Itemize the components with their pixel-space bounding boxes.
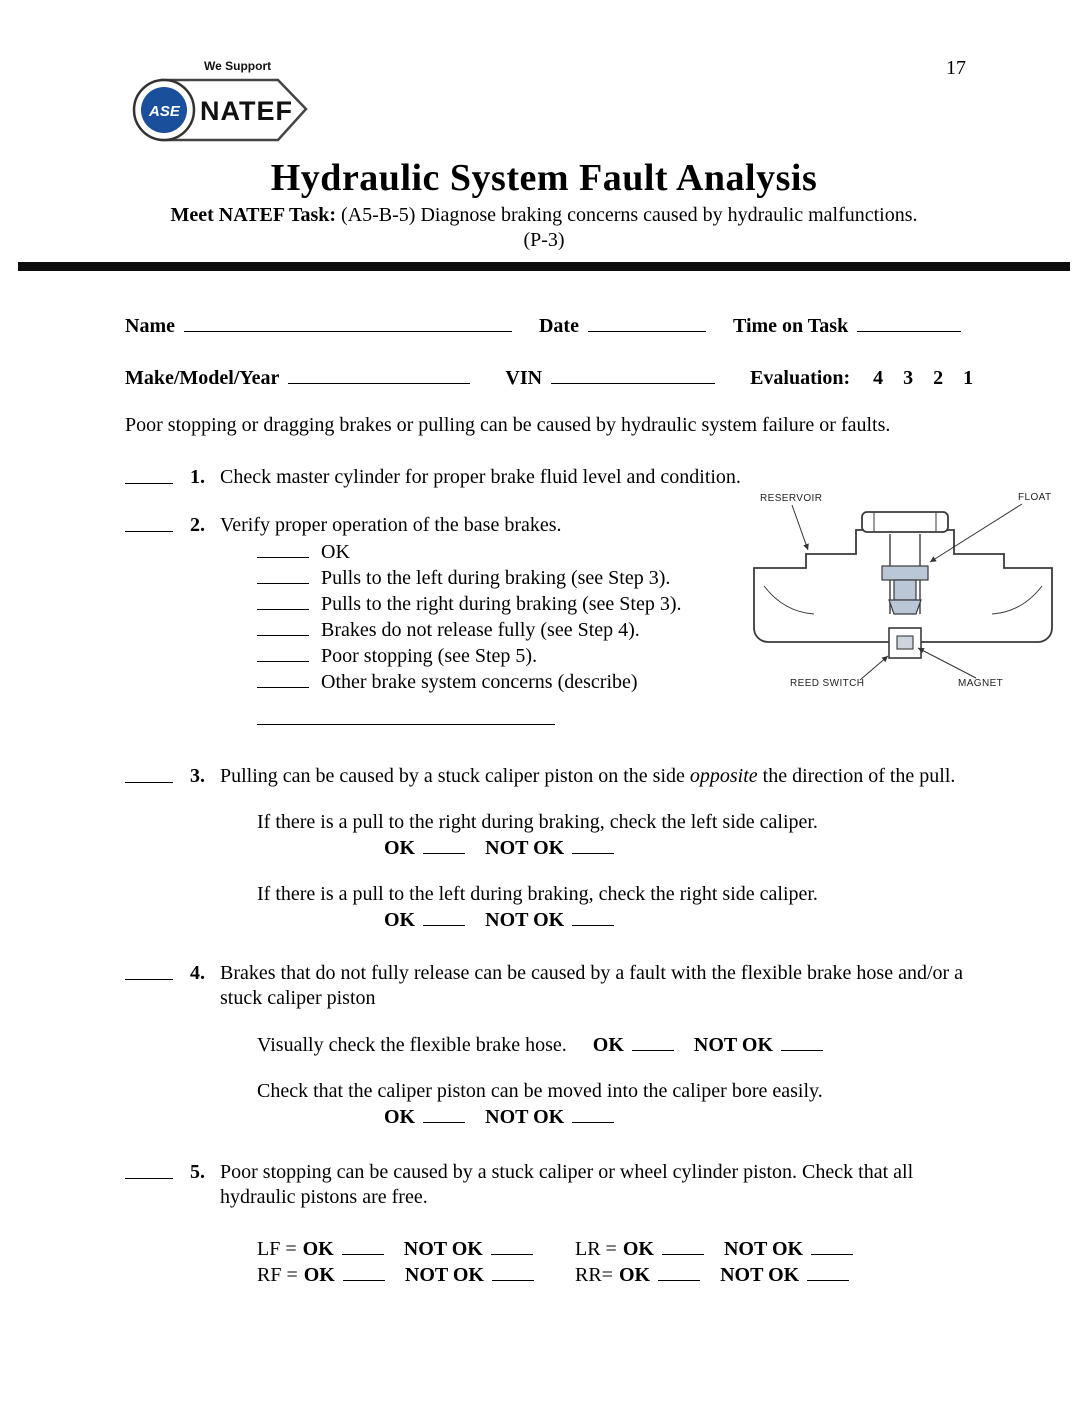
- intro-paragraph: Poor stopping or dragging brakes or pulling can be caused by hydraulic system failure or faults.: [125, 414, 891, 436]
- step-3-status-blank[interactable]: [125, 764, 173, 783]
- evaluation-label: Evaluation:: [750, 367, 851, 389]
- step-2-option-no-release-blank[interactable]: [257, 617, 309, 636]
- step-2-status-blank[interactable]: [125, 513, 173, 532]
- step-2-option-pull-right-blank[interactable]: [257, 591, 309, 610]
- step-1-text: Check master cylinder for proper brake fluid level and condition.: [220, 466, 741, 488]
- magnet-shape: [897, 636, 913, 649]
- step-3-right-pull-ok-blank[interactable]: [423, 835, 465, 854]
- step-3: [125, 764, 1048, 933]
- step-2-option-pull-left-label: Pulls to the left during braking (see Step 3).: [321, 567, 671, 589]
- step-2-number: 2.: [190, 514, 205, 536]
- step-5: [125, 1160, 1048, 1288]
- step-3-right-pull-ok-line: [384, 835, 968, 861]
- step-5-wheel-grid: [257, 1236, 968, 1288]
- step-3-right-pull-not-ok-blank[interactable]: [572, 835, 614, 854]
- vin-label: VIN: [505, 367, 543, 389]
- step-2-option-no-release-label: Brakes do not release fully (see Step 4).: [321, 619, 640, 641]
- step-2-option-ok-label: OK: [321, 541, 350, 563]
- rr-not-ok-blank[interactable]: [807, 1262, 849, 1281]
- lr-ok-blank[interactable]: [662, 1236, 704, 1255]
- lf-ok-blank[interactable]: [342, 1236, 384, 1255]
- step-2-option-ok-blank[interactable]: [257, 539, 309, 558]
- step-1: [125, 465, 1048, 490]
- wheel-row-rear: [257, 1262, 968, 1288]
- wheel-cell-rr: [575, 1262, 893, 1288]
- evaluation-scale: 4 3 2 1: [873, 367, 974, 389]
- step-4-number: 4.: [190, 962, 205, 984]
- name-blank[interactable]: [184, 313, 512, 332]
- step-4-hose-not-ok-blank[interactable]: [781, 1032, 823, 1051]
- step-2-option-other-blank[interactable]: [257, 669, 309, 688]
- step-3-text: [220, 764, 968, 789]
- rf-ok-blank[interactable]: [343, 1262, 385, 1281]
- ok-label: OK: [384, 837, 416, 859]
- step-4-check-hose-text: Visually check the flexible brake hose.: [257, 1034, 567, 1056]
- lf-not-ok-blank[interactable]: [491, 1236, 533, 1255]
- not-ok-label: NOT OK: [693, 1034, 774, 1056]
- step-5-status-blank[interactable]: [125, 1160, 173, 1179]
- step-1-status-blank[interactable]: [125, 465, 173, 484]
- reservoir-cap: [862, 512, 948, 532]
- name-label: Name: [125, 315, 175, 337]
- float-shape: [882, 566, 928, 580]
- float-label: FLOAT: [1018, 492, 1052, 503]
- ok-label: OK: [303, 1264, 335, 1286]
- step-4-piston-ok-blank[interactable]: [423, 1104, 465, 1123]
- step-2-option-pull-right-label: Pulls to the right during braking (see Step 3).: [321, 593, 682, 615]
- step-2-option-poor-stopping-blank[interactable]: [257, 643, 309, 662]
- not-ok-label: NOT OK: [403, 1238, 483, 1260]
- task-text: (A5-B-5) Diagnose braking concerns caused by hydraulic malfunctions.: [341, 204, 918, 226]
- page-number: 17: [946, 57, 966, 79]
- step-3-text-italic: opposite: [689, 765, 758, 787]
- step-1-number: 1.: [190, 466, 205, 488]
- ok-label: OK: [622, 1238, 654, 1260]
- rf-label: RF =: [257, 1264, 298, 1286]
- make-model-year-label: Make/Model/Year: [125, 367, 280, 389]
- step-4-text: Brakes that do not fully release can be caused by a fault with the flexible brake hose and/or a stuck caliper piston: [220, 962, 964, 1009]
- wheel-cell-rf: [257, 1262, 575, 1288]
- rr-label: RR=: [575, 1264, 613, 1286]
- step-3-left-pull-ok-blank[interactable]: [423, 907, 465, 926]
- natef-logo-text: NATEF: [200, 96, 293, 126]
- lr-not-ok-blank[interactable]: [811, 1236, 853, 1255]
- ok-label: OK: [618, 1264, 651, 1286]
- date-label: Date: [538, 315, 579, 337]
- rf-not-ok-blank[interactable]: [492, 1262, 534, 1281]
- time-on-task-blank[interactable]: [857, 313, 961, 332]
- priority-code: (P-3): [523, 229, 565, 251]
- reservoir-diagram: [742, 488, 1064, 700]
- not-ok-label: NOT OK: [485, 909, 565, 931]
- reed-switch-label: REED SWITCH: [790, 678, 865, 689]
- wheel-cell-lr: [575, 1236, 893, 1262]
- ok-label: OK: [384, 909, 416, 931]
- step-4-piston-ok-line: [384, 1104, 968, 1130]
- not-ok-label: NOT OK: [485, 837, 565, 859]
- step-4-hose-ok-blank[interactable]: [632, 1032, 674, 1051]
- make-model-year-blank[interactable]: [288, 365, 470, 384]
- ok-label: OK: [384, 1106, 416, 1128]
- date-blank[interactable]: [588, 313, 706, 332]
- ok-label: OK: [302, 1238, 334, 1260]
- step-2-option-other-label: Other brake system concerns (describe): [321, 671, 638, 693]
- divider-bar: [18, 262, 1070, 271]
- step-5-text: Poor stopping can be caused by a stuck caliper or wheel cylinder piston. Check that all hydraulic pistons are free.: [220, 1161, 914, 1208]
- step-4-check-piston-text: Check that the caliper piston can be moved into the caliper bore easily.: [257, 1080, 823, 1102]
- rr-ok-blank[interactable]: [658, 1262, 700, 1281]
- magnet-label: MAGNET: [958, 678, 1004, 689]
- step-3-number: 3.: [190, 765, 205, 787]
- step-4-check-hose-line: [257, 1032, 905, 1058]
- step-2-option-poor-stopping-label: Poor stopping (see Step 5).: [321, 645, 538, 667]
- page-title: Hydraulic System Fault Analysis: [270, 157, 818, 199]
- vin-blank[interactable]: [551, 365, 715, 384]
- lr-label: LR =: [575, 1238, 617, 1260]
- not-ok-label: NOT OK: [723, 1238, 804, 1260]
- step-3-text-after: the direction of the pull.: [757, 765, 956, 787]
- step-3-left-pull-ok-line: [384, 907, 968, 933]
- step-2-describe-row: [257, 706, 968, 732]
- worksheet-content: [0, 313, 1088, 1288]
- ase-logo-text: ASE: [149, 103, 180, 120]
- natef-task-line: [0, 203, 1088, 228]
- time-on-task-label: Time on Task: [732, 315, 849, 337]
- vehicle-row: [125, 365, 1048, 391]
- step-3-left-pull-not-ok-blank[interactable]: [572, 907, 614, 926]
- wheel-cell-lf: [257, 1236, 575, 1262]
- step-2-describe-blank[interactable]: [257, 706, 555, 725]
- step-5-number: 5.: [190, 1161, 205, 1183]
- not-ok-label: NOT OK: [485, 1106, 565, 1128]
- identity-row: [125, 313, 1048, 339]
- step-2-text: Verify proper operation of the base brakes.: [220, 514, 562, 536]
- not-ok-label: NOT OK: [404, 1264, 484, 1286]
- not-ok-label: NOT OK: [720, 1264, 800, 1286]
- task-label: Meet NATEF Task:: [170, 204, 337, 226]
- logo-support-text: We Support: [204, 59, 272, 73]
- step-3-check-left-pull: If there is a pull to the left during braking, check the right side caliper.: [257, 883, 818, 905]
- step-2-option-pull-left-blank[interactable]: [257, 565, 309, 584]
- lf-label: LF =: [257, 1238, 297, 1260]
- ok-label: OK: [592, 1034, 624, 1056]
- step-4: [125, 961, 1048, 1130]
- step-4-piston-not-ok-blank[interactable]: [572, 1104, 614, 1123]
- reservoir-label: RESERVOIR: [760, 493, 823, 504]
- natef-logo: [128, 50, 324, 154]
- step-4-status-blank[interactable]: [125, 961, 173, 980]
- wheel-row-front: [257, 1236, 968, 1262]
- step-3-text-before: Pulling can be caused by a stuck caliper piston on the side: [220, 765, 690, 787]
- step-3-check-right-pull: If there is a pull to the right during braking, check the left side caliper.: [257, 811, 818, 833]
